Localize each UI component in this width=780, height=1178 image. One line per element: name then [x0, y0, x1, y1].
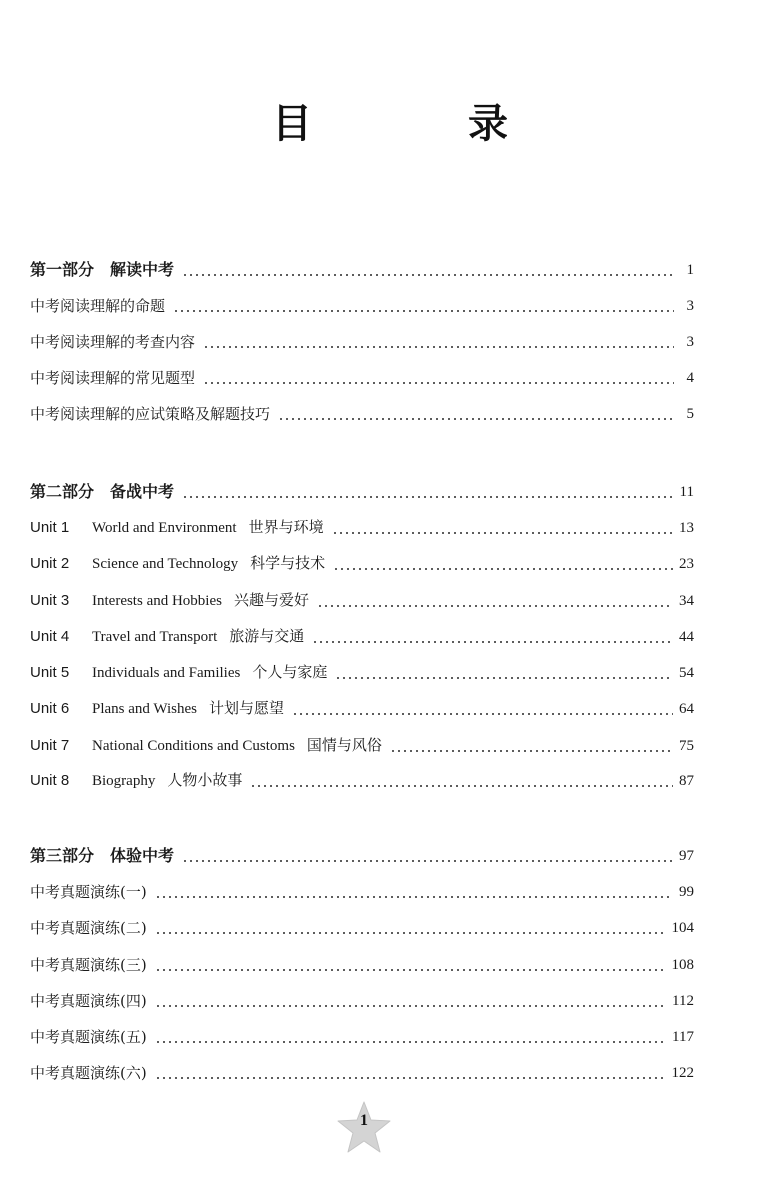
toc-part-1[interactable]: [30, 256, 694, 280]
toc-unit-2[interactable]: [30, 550, 694, 574]
toc-page-number: 23: [679, 556, 694, 572]
toc-page-number: 64: [679, 701, 694, 717]
dot-leader: [203, 382, 674, 384]
unit-title-zh: 个人与家庭: [252, 663, 328, 681]
dot-leader: [333, 568, 673, 570]
unit-title-zh: 兴趣与爱好: [233, 591, 309, 609]
toc-entry-label: 中考阅读理解的命题: [30, 297, 166, 315]
toc-entry-label: 中考阅读理解的常见题型: [30, 369, 196, 387]
dot-leader: [155, 896, 673, 898]
dot-leader: [173, 310, 674, 312]
unit-title-en: Interests and Hobbies: [92, 593, 222, 609]
toc-page-number: 11: [679, 484, 694, 500]
toc-entry[interactable]: [30, 328, 694, 352]
unit-title-zh: 科学与技术: [250, 554, 326, 572]
unit-title-en: Science and Technology: [92, 556, 239, 572]
dot-leader: [155, 1041, 666, 1043]
toc-page-number: 3: [686, 298, 694, 314]
unit-title-zh: 计划与愿望: [208, 699, 284, 717]
unit-title-en: Individuals and Families: [92, 665, 241, 681]
unit-title-zh: 国情与风俗: [306, 736, 382, 754]
toc-part-label: 第二部分 备战中考: [30, 482, 175, 501]
unit-title-en: World and Environment: [92, 520, 237, 536]
dot-leader: [390, 750, 673, 752]
unit-number: Unit 8: [30, 772, 70, 789]
dot-leader: [250, 785, 673, 787]
unit-number: Unit 2: [30, 555, 70, 572]
dot-leader: [312, 641, 673, 643]
unit-number: Unit 4: [30, 628, 70, 645]
toc-entry-label: 中考真题演练(五): [30, 1028, 147, 1046]
toc-part-label: 第三部分 体验中考: [30, 846, 175, 865]
toc-page-number: 5: [686, 406, 694, 422]
toc-page-number: 122: [671, 1065, 694, 1081]
unit-number: Unit 3: [30, 592, 70, 609]
dot-leader: [292, 713, 673, 715]
toc-page-number: 99: [679, 884, 694, 900]
toc-entry[interactable]: [30, 364, 694, 388]
toc-unit-7[interactable]: [30, 732, 694, 756]
toc-entry-label: 中考阅读理解的考查内容: [30, 333, 196, 351]
toc-unit-8[interactable]: [30, 767, 694, 791]
toc-unit-4[interactable]: [30, 623, 694, 647]
toc-page-number: 13: [679, 520, 694, 536]
unit-number: Unit 5: [30, 664, 70, 681]
unit-title-zh: 旅游与交通: [229, 627, 305, 645]
toc-entry[interactable]: [30, 1059, 694, 1083]
dot-leader: [203, 346, 674, 348]
toc-entry-label: 中考真题演练(三): [30, 956, 147, 974]
toc-page-number: 1: [686, 262, 694, 278]
dot-leader: [182, 860, 673, 862]
toc-entry[interactable]: [30, 878, 694, 902]
toc-page-number: 108: [671, 957, 694, 973]
toc-page-number: 97: [679, 848, 694, 864]
unit-number: Unit 6: [30, 700, 70, 717]
unit-title-en: National Conditions and Customs: [92, 738, 295, 754]
dot-leader: [155, 1077, 666, 1079]
toc-page-number: 3: [686, 334, 694, 350]
unit-title-zh: 世界与环境: [248, 518, 324, 536]
toc-unit-3[interactable]: [30, 587, 694, 611]
toc-entry[interactable]: [30, 914, 694, 938]
toc-unit-6[interactable]: [30, 695, 694, 719]
dot-leader: [155, 1005, 666, 1007]
toc-page-number: 75: [679, 738, 694, 754]
toc-part-label: 第一部分 解读中考: [30, 260, 175, 279]
dot-leader: [182, 496, 674, 498]
unit-title-en: Travel and Transport: [92, 629, 218, 645]
dot-leader: [332, 532, 673, 534]
dot-leader: [278, 418, 674, 420]
toc-entry-label: 中考真题演练(六): [30, 1064, 147, 1082]
toc-page-number: 117: [672, 1029, 694, 1045]
toc-entry[interactable]: [30, 987, 694, 1011]
toc-entry-label: 中考真题演练(二): [30, 919, 147, 937]
toc-page-number: 54: [679, 665, 694, 681]
page-number: 1: [360, 1112, 368, 1129]
dot-leader: [317, 605, 673, 607]
toc-page-number: 4: [686, 370, 694, 386]
dot-leader: [155, 969, 666, 971]
toc-entry-label: 中考真题演练(四): [30, 992, 147, 1010]
toc-part-2[interactable]: [30, 478, 694, 502]
toc-entry-label: 中考阅读理解的应试策略及解题技巧: [30, 405, 271, 423]
unit-title-en: Biography: [92, 773, 156, 789]
toc-page-number: 34: [679, 593, 694, 609]
unit-title-en: Plans and Wishes: [92, 701, 197, 717]
dot-leader: [182, 274, 674, 276]
unit-title-zh: 人物小故事: [167, 771, 243, 789]
toc-entry[interactable]: [30, 1023, 694, 1047]
page-title: 目 录: [272, 101, 566, 147]
toc-entry[interactable]: [30, 292, 694, 316]
dot-leader: [155, 932, 666, 934]
dot-leader: [335, 677, 673, 679]
toc-unit-5[interactable]: [30, 659, 694, 683]
toc-part-3[interactable]: [30, 842, 694, 866]
unit-number: Unit 7: [30, 737, 70, 754]
toc-entry-label: 中考真题演练(一): [30, 883, 147, 901]
unit-number: Unit 1: [30, 519, 70, 536]
toc-page-number: 112: [672, 993, 694, 1009]
toc-page-number: 44: [679, 629, 694, 645]
toc-page-number: 87: [679, 773, 694, 789]
toc-entry[interactable]: [30, 400, 694, 424]
toc-page-number: 104: [671, 920, 694, 936]
toc-unit-1[interactable]: [30, 514, 694, 538]
toc-entry[interactable]: [30, 951, 694, 975]
